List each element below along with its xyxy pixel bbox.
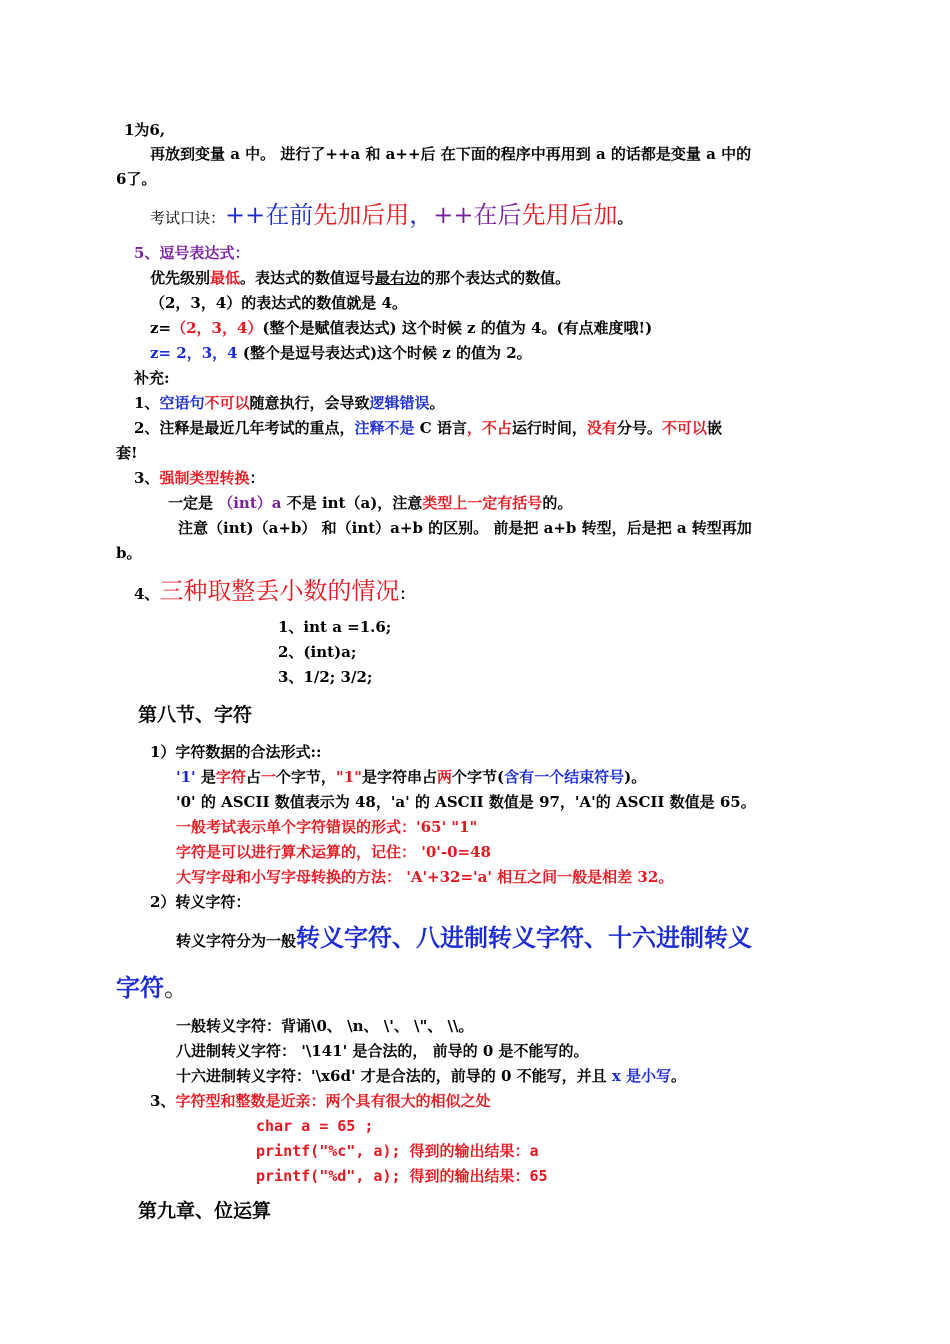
- text-line: 注意（int)（a+b） 和（int）a+b 的区别。 前是把 a+b 转型，后是把 a 转型再加: [178, 519, 752, 537]
- text-line: 1、空语句不可以随意执行，会导致逻辑错误。: [134, 394, 445, 412]
- text-line: 1）字符数据的合法形式::: [150, 743, 322, 761]
- text-line: 一般转义字符：背诵\0、 \n、 \'、 \"、 \\。: [176, 1017, 474, 1035]
- text-line: 再放到变量 a 中。 进行了++a 和 a++后 在下面的程序中再用到 a 的话都是变量 a 中的: [150, 145, 752, 163]
- text-line: 1为6,: [124, 121, 166, 139]
- text-line: 一般考试表示单个字符错误的形式：'65' "1": [176, 818, 478, 836]
- text-line: 一定是 （int）a 不是 int（a)，注意类型上一定有括号的。: [168, 494, 573, 512]
- text-line: 套!: [116, 444, 138, 462]
- text-line: 6了。: [116, 170, 157, 188]
- text-line: b。: [116, 544, 142, 562]
- code-line: printf("%c", a); 得到的输出结果：a: [256, 1142, 539, 1160]
- text-line: z=（2，3，4）(整个是赋值表达式) 这个时候 z 的值为 4。(有点难度哦!): [150, 319, 653, 337]
- text-line: 字符是可以进行算术运算的，记住： '0'-0=48: [176, 843, 491, 861]
- text-line: 十六进制转义字符：'\x6d' 才是合法的，前导的 0 不能写，并且 x 是小写。: [176, 1067, 687, 1085]
- text-line: 3、强制类型转换：: [134, 469, 265, 487]
- section-heading: 5、逗号表达式：: [134, 244, 250, 262]
- section-heading: 补充:: [134, 369, 170, 387]
- text-line: 2、注释是最近几年考试的重点，注释不是 C 语言，不占运行时间，没有分号。不可以嵌: [134, 419, 722, 437]
- text-line: '0' 的 ASCII 数值表示为 48，'a' 的 ASCII 数值是 97，'A'的 ASCII 数值是 65。: [176, 793, 756, 811]
- text-line: 大写字母和小写字母转换的方法： 'A'+32='a' 相互之间一般是相差 32。: [176, 868, 674, 886]
- text-line: 八进制转义字符： '\141' 是合法的， 前导的 0 是不能写的。: [176, 1042, 589, 1060]
- text-line: 转义字符分为一般转义字符、八进制转义字符、十六进制转义: [176, 923, 753, 952]
- code-line: char a = 65 ;: [256, 1117, 374, 1135]
- list-item: 3、1/2; 3/2;: [278, 668, 373, 686]
- code-line: printf("%d", a); 得到的输出结果：65: [256, 1167, 548, 1185]
- text-line: 2）转义字符：: [150, 893, 251, 911]
- text-line: '1' 是字符占一个字节，"1"是字符串占两个字节(含有一个结束符号)。: [176, 768, 647, 786]
- list-item: 1、int a =1.6;: [278, 618, 392, 636]
- text-line: z= 2，3，4 (整个是逗号表达式)这个时候 z 的值为 2。: [150, 344, 532, 362]
- text-line: （2，3，4）的表达式的数值就是 4。: [150, 294, 407, 312]
- text-line: 3、字符型和整数是近亲：两个具有很大的相似之处: [150, 1092, 491, 1110]
- section-heading: 4、三种取整丢小数的情况：: [134, 577, 415, 605]
- exam-mnemonic: 考试口诀：++在前先加后用，++在后先用后加。: [150, 201, 633, 229]
- list-item: 2、(int)a;: [278, 643, 357, 661]
- section-title: 第八节、字符: [138, 704, 253, 726]
- text-line: 字符。: [116, 973, 188, 1002]
- section-title: 第九章、位运算: [138, 1200, 272, 1222]
- text-line: 优先级别最低。表达式的数值逗号最右边的那个表达式的数值。: [150, 269, 571, 287]
